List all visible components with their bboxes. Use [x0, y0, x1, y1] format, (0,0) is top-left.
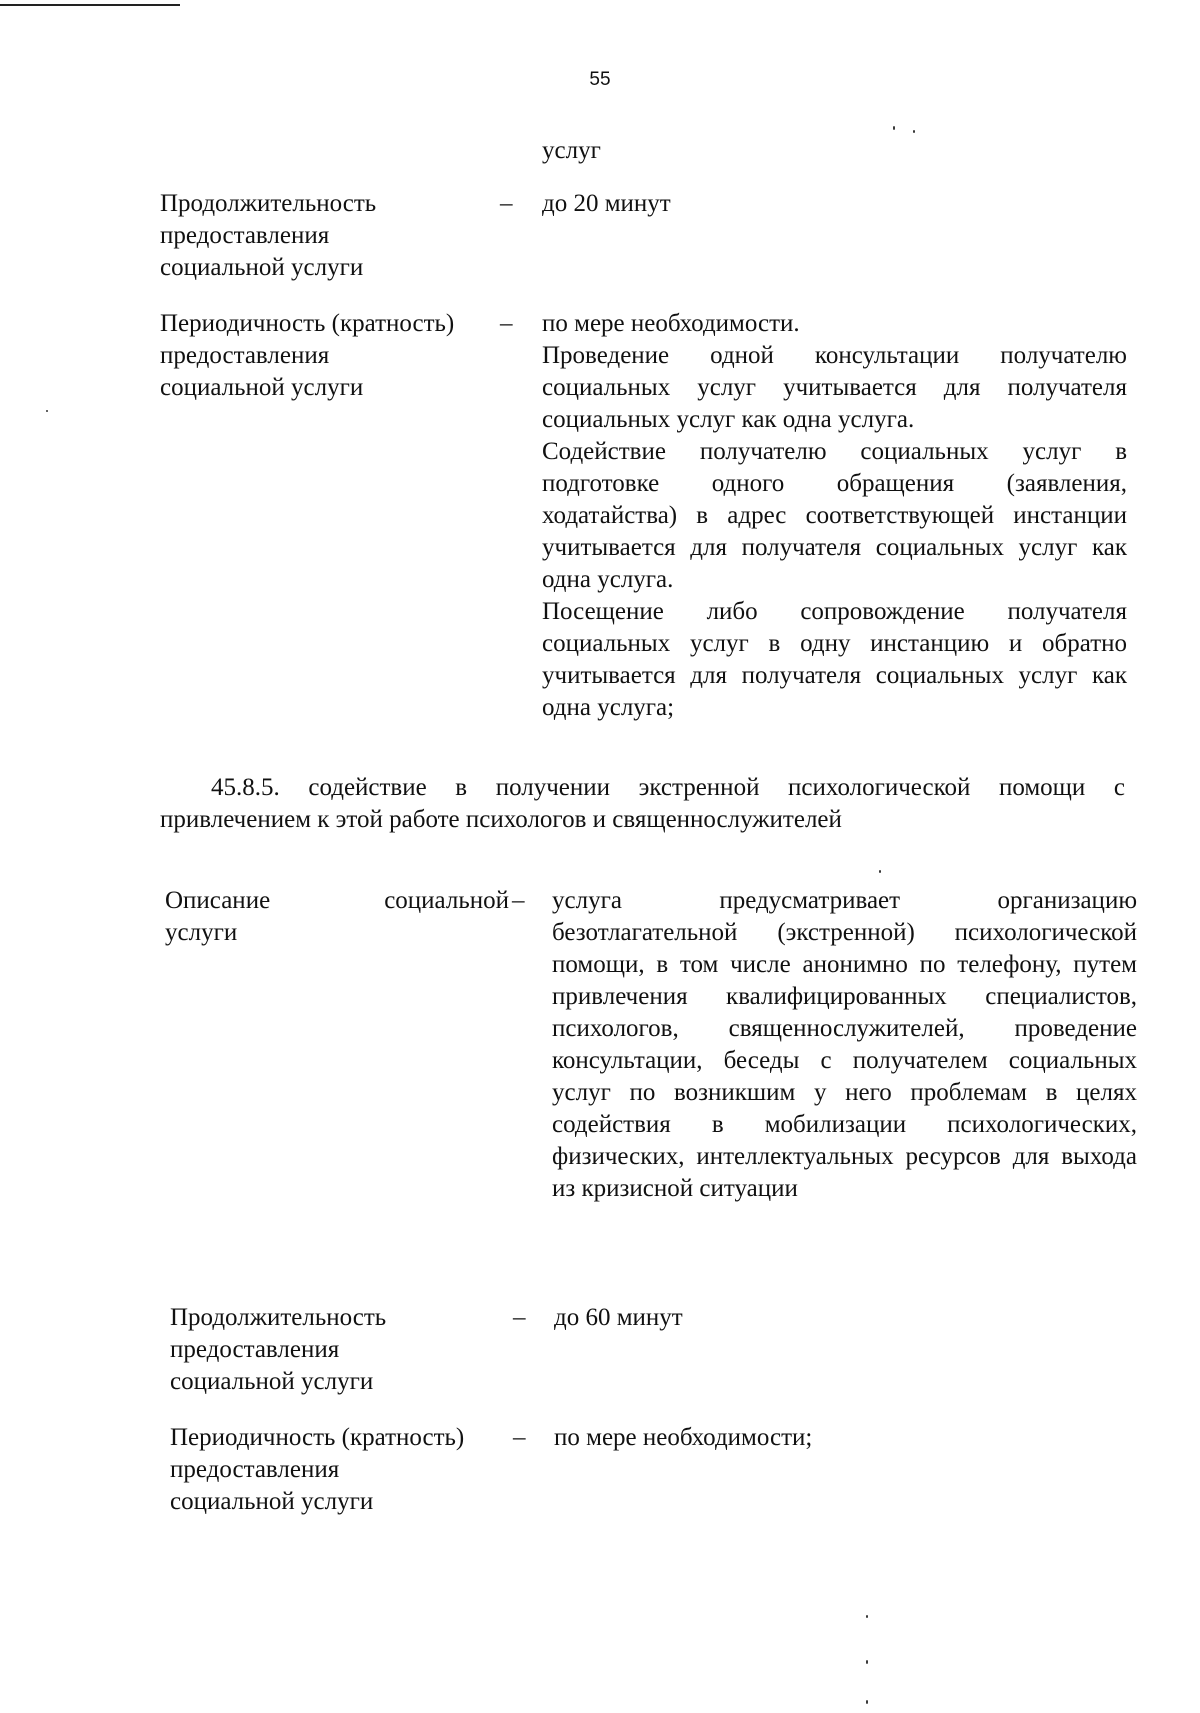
description-label-word: социальной — [384, 887, 509, 914]
prev-frequency-label: Периодичность (кратность) предоставления социальной услуги — [160, 310, 455, 401]
description-dash: – — [512, 887, 525, 914]
scan-speck — [866, 1660, 868, 1664]
scan-speck — [866, 1700, 868, 1704]
frequency-value: по мере необходимости; — [554, 1424, 813, 1451]
prev-duration-label: Продолжительность предоставления социальной услуги — [160, 190, 377, 281]
description-label-word: услуги — [165, 919, 238, 946]
scan-speck — [879, 870, 881, 873]
description-label — [165, 885, 509, 949]
prev-frequency-paragraph: Посещение либо сопровождение получателя социальных услуг в одну инстанцию и обратно учитывается для получателя социальных услуг как одна услуга; — [542, 598, 1127, 721]
description-value: услуга предусматривает организацию безотлагательной (экстренной) психологической помощи, в том числе анонимно по телефону, путем привлечения квалифицированных специалистов, психологов, священнослужителей, проведение консультации, беседы с получателем социальных услуг по возникшим у него проблемам в целях содействия в мобилизации психологических, физических, интеллектуальных ресурсов для выхода из кризисной ситуации — [552, 887, 1137, 1202]
prev-frequency-paragraph: по мере необходимости. — [542, 310, 800, 337]
prev-frequency-paragraph: Содействие получателю социальных услуг в подготовке одного обращения (заявления, ходатайства) в адрес соответствующей инстанции учитывается для получателя социальных услуг как одна услуга. — [542, 438, 1127, 593]
description-label-word: Описание — [165, 887, 271, 914]
scan-speck — [893, 126, 895, 130]
duration-value: до 60 минут — [554, 1304, 683, 1331]
frequency-label: Периодичность (кратность) предоставления социальной услуги — [170, 1424, 465, 1515]
scan-speck — [46, 410, 48, 412]
duration-label: Продолжительность предоставления социальной услуги — [170, 1304, 387, 1395]
prev-duration-value: до 20 минут — [542, 190, 671, 217]
scan-edge-line — [0, 4, 180, 6]
prev-frequency-dash: – — [500, 310, 513, 337]
prev-frequency-paragraph: Проведение одной консультации получателю социальных услуг учитывается для получателя социальных услуг как одна услуга. — [542, 342, 1127, 433]
prev-frequency-value — [542, 308, 1127, 724]
scan-speck — [913, 130, 915, 133]
page-number: 55 — [589, 69, 611, 90]
frequency-dash: – — [513, 1424, 526, 1451]
prev-duration-dash: – — [500, 190, 513, 217]
prev-value-tail: услуг — [542, 137, 601, 164]
section-heading: 45.8.5. содействие в получении экстренной психологической помощи с привлечением к этой работе психологов и священнослужителей — [160, 774, 1125, 833]
scan-speck — [866, 1615, 868, 1618]
duration-dash: – — [513, 1304, 526, 1331]
